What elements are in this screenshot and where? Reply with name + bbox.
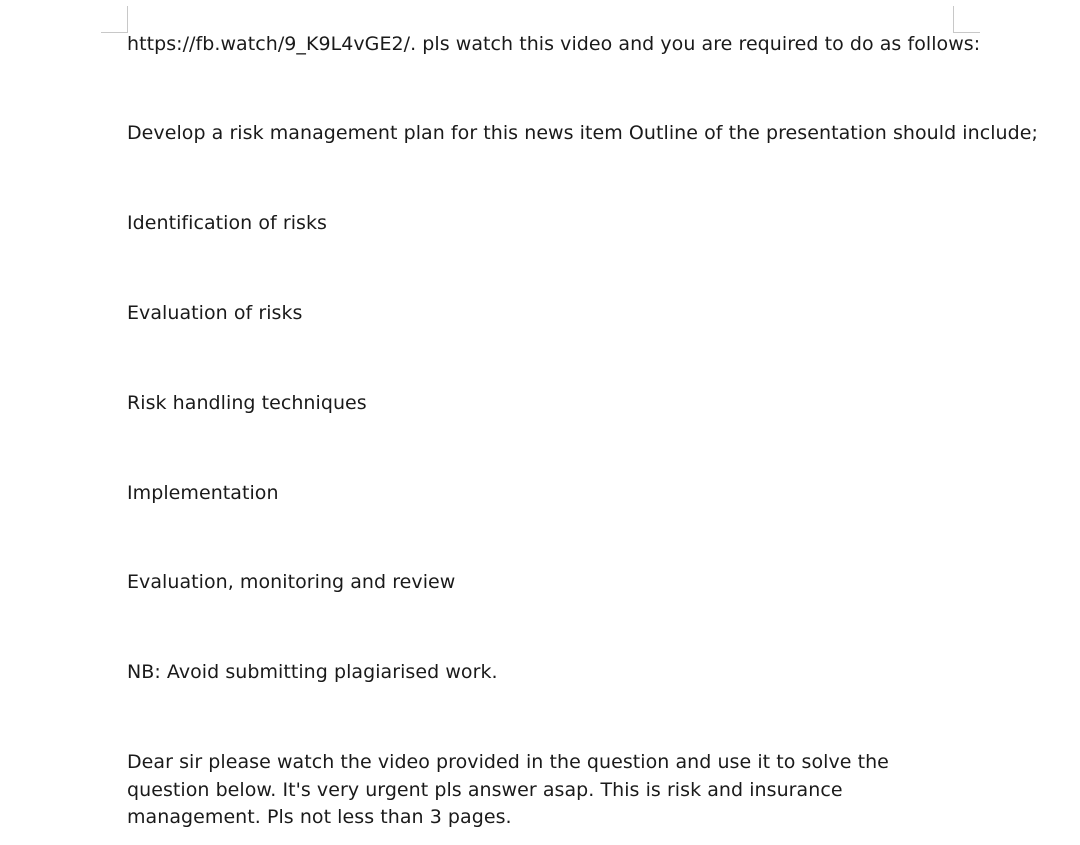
outline-item-identification: Identification of risks bbox=[127, 212, 328, 234]
paragraph-request-note: Dear sir please watch the video provided in the question and use it to solve the question below. It's very urgent pls answer asap. This is risk and insurance management. Pls not less than 3 pages. bbox=[127, 751, 889, 828]
outline-item-evaluation: Evaluation of risks bbox=[127, 302, 303, 324]
top-left-margin-mark bbox=[101, 6, 128, 33]
paragraph-plagiarism-note: NB: Avoid submitting plagiarised work. bbox=[127, 661, 498, 683]
outline-item-monitoring-review: Evaluation, monitoring and review bbox=[127, 571, 456, 593]
top-right-margin-mark bbox=[953, 6, 980, 33]
paragraph-video-link-instruction: https://fb.watch/9_K9L4vGE2/. pls watch this video and you are required to do as follows: bbox=[127, 33, 981, 55]
paragraph-task-description: Develop a risk management plan for this news item Outline of the presentation should include; bbox=[127, 122, 1038, 144]
outline-item-risk-handling: Risk handling techniques bbox=[127, 392, 367, 414]
outline-item-implementation: Implementation bbox=[127, 482, 279, 504]
